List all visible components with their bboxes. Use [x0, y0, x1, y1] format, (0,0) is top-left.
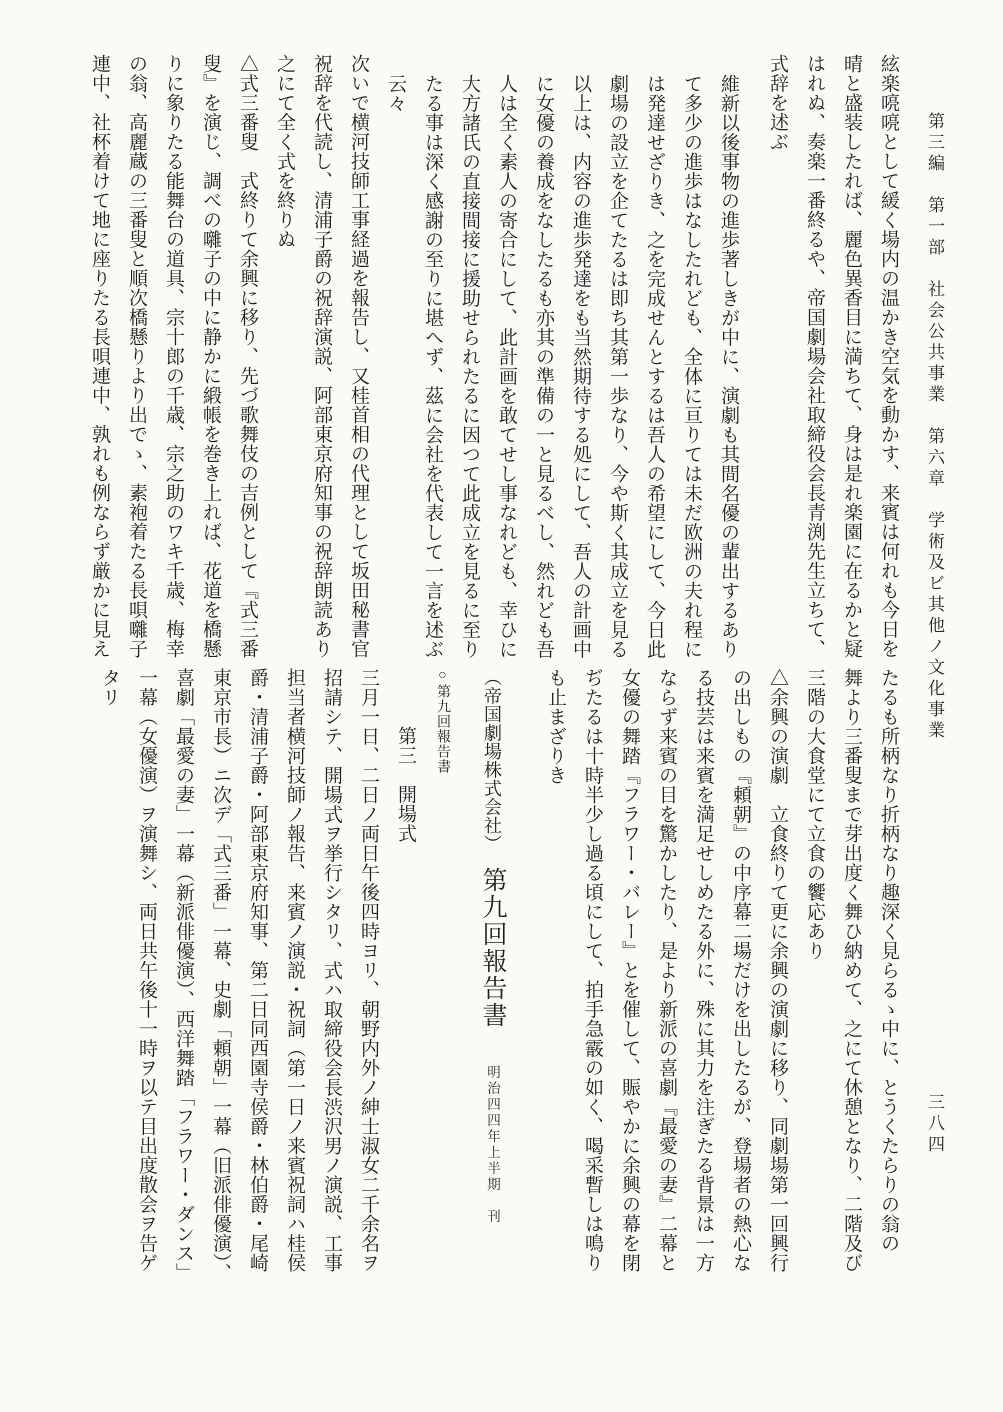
text-column: 一幕（女優演）ヲ演舞シ、両日共午後十一時ヲ以テ目出度散会ヲ告ゲ — [136, 668, 157, 1273]
text-column: 東京市長）ニ次デ「式三番」一幕、史劇「頼朝」一幕（旧派俳優演）、 — [210, 668, 231, 1283]
text-column: 担当者横河技師ノ報告、来賓ノ演説・祝詞（第一日ノ来賓祝詞ハ桂侯 — [284, 668, 305, 1273]
text-column: △式三番叟 式終りて余興に移り、先づ歌舞伎の吉例として『式三番 — [237, 54, 258, 659]
report-edition: 明治四四年上半期 刊 — [485, 1065, 500, 1225]
text-column: る技芸は来賓を満足せしめたる外に、殊に其力を注ぎたる背景は一方 — [693, 668, 714, 1273]
report-title: 第九回報告書 — [479, 867, 506, 1029]
text-column: 祝辞を代読し、清浦子爵の祝辞演説、阿部東京府知事の祝辞朗読あり — [311, 54, 332, 659]
text-column: たる事は深く感謝の至りに堪へず、茲に会社を代表して一言を述ぶ — [422, 74, 443, 659]
running-head: 第三編 第一部 社会公共事業 第六章 学術及ビ其他ノ文化事業 — [925, 112, 944, 742]
text-column: 舞より三番叟まで芽出度く舞ひ納めて、之にて休憩となり、二階及び — [841, 668, 862, 1273]
text-column: 云々 — [385, 74, 406, 113]
text-column: 式辞を述ぶ — [767, 54, 788, 152]
text-column: 喜劇「最愛の妻」一幕（新派俳優演）、西洋舞踏「フラワー・ダンス」 — [173, 668, 194, 1283]
text-column: 維新以後事物の進歩著しきが中に、演劇も其間名優の輩出するあり — [718, 74, 739, 659]
text-column: ○第九回報告書 — [435, 668, 450, 774]
text-column: 大方諸氏の直接間接に援助せられたるに因つて此成立を見るに至り — [459, 74, 480, 659]
text-column: 以上は、内容の進歩発達をも当然期待する処にして、吾人の計画中 — [570, 74, 591, 659]
text-column: 三階の大食堂にて立食の饗応あり — [804, 668, 825, 961]
text-column: たるも所柄なり折柄なり趣深く見らるゝ中に、とうくたらりの翁の — [878, 668, 899, 1253]
text-column: 第三 開場式 — [395, 726, 416, 843]
text-column: 之にて全く式を終りぬ — [274, 54, 295, 249]
text-column: 絃楽喨喨として緩く場内の温かき空気を動かす、来賓は何れも今日を — [878, 54, 899, 659]
text-column: 晴と盛装したれば、麗色異香目に満ちて、身は是れ楽園に在るかと疑 — [841, 54, 862, 659]
text-column: 連中、社杯着けて地に座りたる長唄連中、孰れも例ならず厳かに見え — [89, 54, 110, 659]
text-column: の出しもの『頼朝』の中序幕二場だけを出したるが、登場者の熱心な — [730, 668, 751, 1273]
text-column: はれぬ、奏楽一番終るや、帝国劇場会社取締役会長青渕先生立ちて、 — [804, 54, 825, 659]
top-text-block — [81, 54, 907, 672]
text-column: 叟』を演じ、調べの囃子の中に静かに緞帳を巻き上れば、花道を橋懸 — [200, 54, 221, 659]
text-column: の翁、高麗蔵の三番叟と順次橋懸りより出でゝ、素袍着たる長唄囃子 — [126, 54, 147, 659]
page-number: 三八四 — [925, 1093, 944, 1156]
text-column: △余興の演劇 立食終りて更に余興の演劇に移り、同劇場第一回興行 — [767, 668, 788, 1273]
text-column: に女優の養成をなしたるも亦其の準備の一と見るべし、然れども吾 — [533, 74, 554, 659]
text-column: ならず来賓の目を驚かしたり、是より新派の喜劇『最愛の妻』二幕と — [656, 668, 677, 1273]
bottom-text-block — [91, 668, 907, 1320]
text-column: 爵・清浦子爵・阿部東京府知事、第二日同西園寺侯爵・林伯爵・尾崎 — [247, 668, 268, 1273]
text-column: ぢたるは十時半少し過る頃にして、拍手急霰の如く、喝采暫しは鳴り — [582, 668, 603, 1273]
text-column: りに象りたる能舞台の道具、宗十郎の千歳、宗之助のワキ千歳、梅幸 — [163, 54, 184, 659]
text-column: は発達せざりき、之を完成せんとするは吾人の希望にして、今日此 — [644, 74, 665, 659]
text-column: て多少の進歩はなしたれども、全体に亘りては未だ欧洲の夫れ程に — [681, 74, 702, 659]
report-heading-column — [467, 668, 517, 1320]
text-column: 劇場の設立を企てたるは即ち其第一歩なり、今や斯く其成立を見る — [607, 74, 628, 659]
text-column: タリ — [99, 668, 120, 707]
text-column: 三月一日、二日ノ両日午後四時ヨリ、朝野内外ノ紳士淑女二千余名ヲ — [358, 668, 379, 1273]
text-column: も止まざりき — [545, 668, 566, 785]
text-column: 次いで横河技師工事経過を報告し、又桂首相の代理として坂田秘書官 — [348, 54, 369, 659]
report-publisher: （帝国劇場株式会社） — [482, 668, 502, 853]
text-column: 人は全く素人の寄合にして、此計画を敢てせし事なれども、幸ひに — [496, 74, 517, 659]
text-column: 女優の舞踏『フラワー・バレー』とを催して、賑やかに余興の幕を閉 — [619, 668, 640, 1273]
text-column: 招請シテ、開場式ヲ挙行シタリ、式ハ取締役会長渋沢男ノ演説、工事 — [321, 668, 342, 1273]
